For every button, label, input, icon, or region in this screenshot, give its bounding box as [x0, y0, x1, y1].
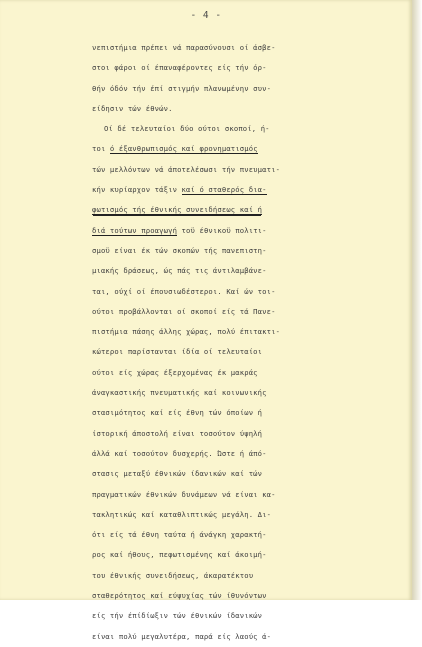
text-line: στασις μεταξύ έθνικών ίδανικών καί τών [92, 469, 263, 479]
text-line: ότι είς τά έθνη ταύτα ή άνάγκη χαρακτή- [92, 530, 267, 540]
text-line: άλλά καί τοσούτον δυσχερής. Ώστε ή άπό- [92, 448, 267, 458]
text-line: ούτοι είς χώρας έξερχομένας έκ μακράς [92, 367, 258, 377]
underlined-line [92, 180, 392, 200]
underlined-phrase: καί ό σταθερός δια- [181, 185, 267, 195]
underlined-line [92, 139, 392, 159]
text-fragment: κήν κυρίαρχον τάξιν [92, 185, 182, 195]
text-line: τακλητικώς καί καταθλιπτικώς μεγάλη. Δι- [92, 509, 272, 519]
text-line: κώτεροι παρίστανται ίδία οί τελευταίοι [92, 347, 263, 357]
underlined-line [92, 200, 392, 220]
text-line: είναι πολύ μεγαλυτέρα, παρά είς λαούς ά- [92, 631, 272, 641]
underlined-phrase: διά τούτων προαγωγή [92, 225, 178, 235]
text-line: είδησιν τών έθνών. [92, 103, 173, 113]
paragraph-start-line: Οί δέ τελευταίοι δύο ούτοι σκοποί, ή- [104, 124, 270, 134]
underlined-line [92, 221, 392, 241]
text-line: άναγκαστικής πνευματικής καί κοινωνικής [92, 388, 267, 398]
text-line: πραγματικών έθνικών δυνάμεων νά είναι κα- [92, 489, 276, 499]
text-line: πιστήμια πάσης άλλης χώρας, πολύ έπιτακτι- [92, 327, 281, 337]
page-edge-shadow [412, 0, 422, 600]
text-line: ούτοι προβάλλονται οί σκοποί είς τά Πανε- [92, 306, 276, 316]
text-line: στοι φάροι οί έπαναφέροντες είς τήν όρ- [92, 63, 267, 73]
text-fragment: τοϋ έθνικοϋ πολιτι- [177, 225, 267, 235]
text-line: είς τήν έπίδίωξιν τών έθνικών ίδανικών [92, 611, 263, 621]
text-line: σμοϋ είναι έκ τών σκοπών τής πανεπιστη- [92, 245, 267, 255]
text-line: στασιμότητος καί είς έθνη τών όποίων ή [92, 408, 263, 418]
text-line: σταθερότητος καί εύψυχίας τών ίθυνόντων [92, 591, 267, 601]
text-line: τών μελλόντων νά άποτελέσωσι τήν πνευματι- [92, 164, 281, 174]
text-line: θήν όδόν τήν έπί στιγμήν πλανωμένην συν- [92, 83, 272, 93]
underlined-phrase: ό έξανθρωπισμός καί φρονηματισμός [109, 144, 258, 154]
text-line: ρος καί ήθους, πεφωτισμένης καί άκοιμή- [92, 550, 267, 560]
text-line: νεπιστήμια πρέπει νά παρασύνουσι οί άσβε- [92, 43, 276, 52]
underlined-phrase: φωτισμός τής έθνικής συνειδήσεως καί ή [92, 205, 263, 215]
page-number: - 4 - [190, 10, 222, 21]
text-line: ίστορική άποστολή είναι τοσούτον ύψηλή [92, 428, 263, 438]
typed-text-block [92, 38, 392, 647]
text-line: του έθνικής συνειδήσεως, άκαρατέκτου [92, 570, 254, 580]
text-line: μιακής δράσεως, ώς πάς τις άντιλαμβάνε- [92, 266, 267, 276]
text-fragment: τοι [92, 144, 110, 154]
text-line: ται, ούχί οί έπουσιωδέστεροι. Καί ών τοι- [92, 286, 276, 296]
